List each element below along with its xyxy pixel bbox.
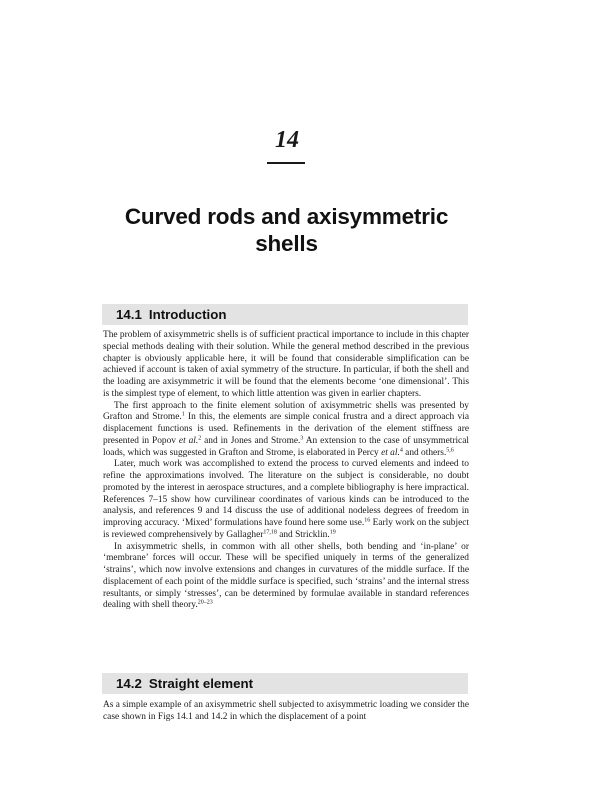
paragraph: The first approach to the finite element solution of axisymmetric shells was presented by Grafton and Strome.$^1$ In this, the elements are simple conical frustra and a direct approach via displacement functions is used. Refinements in the derivation of the element stiffness are presented in Popov et al.$^2$ and in Jones and Strome.$^3$ An extension to the case of unsymmetrical loads, which was suggested in Grafton and Strome, is elaborated in Percy et al.$^4$ and others.$^{5,6}$ (103, 400, 469, 458)
section-title: Straight element (148, 676, 254, 691)
chapter-number: 14 (275, 127, 299, 153)
section-title: Introduction (148, 307, 227, 322)
chapter-number-rule (267, 162, 305, 164)
paragraph: Later, much work was accomplished to extend the process to curved elements and indeed to refine the approximations involved. The literature on the subject is considerable, no doubt promoted by the interest in aerospace structures, and a complete bibliography is here impractical. References 7–15 show how curvilinear coordinates of various kinds can be introduced to the analysis, and references 9 and 14 discuss the use of additional nodeless degrees of freedom in improving accuracy. ‘Mixed’ formulations have found here some use.$^{16}$ Early work on the subject is reviewed comprehensively by Gallagher$^{17,18}$ and Stricklin.$^{19}$ (103, 459, 469, 540)
section-heading-straight-element (102, 673, 468, 694)
section-number: 14.2 (116, 676, 142, 691)
paragraph: The problem of axisymmetric shells is of sufficient practical importance to include in this chapter special methods dealing with their solution. While the general method described in the previous chapter is obviously applicable here, it will be found that considerable simplification can be achieved if account is taken of axial symmetry of the structure. In particular, if both the shell and the loading are axisymmetric it will be found that the elements become ‘one dimensional’. This is the simplest type of element, to which little attention was given in earlier chapters. (103, 330, 469, 399)
section-number: 14.1 (116, 307, 142, 322)
introduction-body (103, 330, 469, 612)
paragraph: As a simple example of an axisymmetric shell subjected to axisymmetric loading we consider the case shown in Figs 14.1 and 14.2 in which the displacement of a point (103, 700, 469, 722)
chapter-title: Curved rods and axisymmetric shells (124, 204, 449, 256)
paragraph: In axisymmetric shells, in common with all other shells, both bending and ‘in-plane’ or ‘membrane’ forces will occur. These will be specified uniquely in terms of the generalized ‘strains’, which now involve extensions and changes in curvatures of the middle surface. If the displacement of each point of the middle surface is specified, such ‘strains’ and the internal stress resultants, or simply ‘stresses’, can be determined by formulae available in standard references dealing with shell theory.$^{20-23}$ (103, 541, 469, 611)
section-heading-introduction (102, 304, 468, 325)
straight-element-body (103, 700, 469, 724)
